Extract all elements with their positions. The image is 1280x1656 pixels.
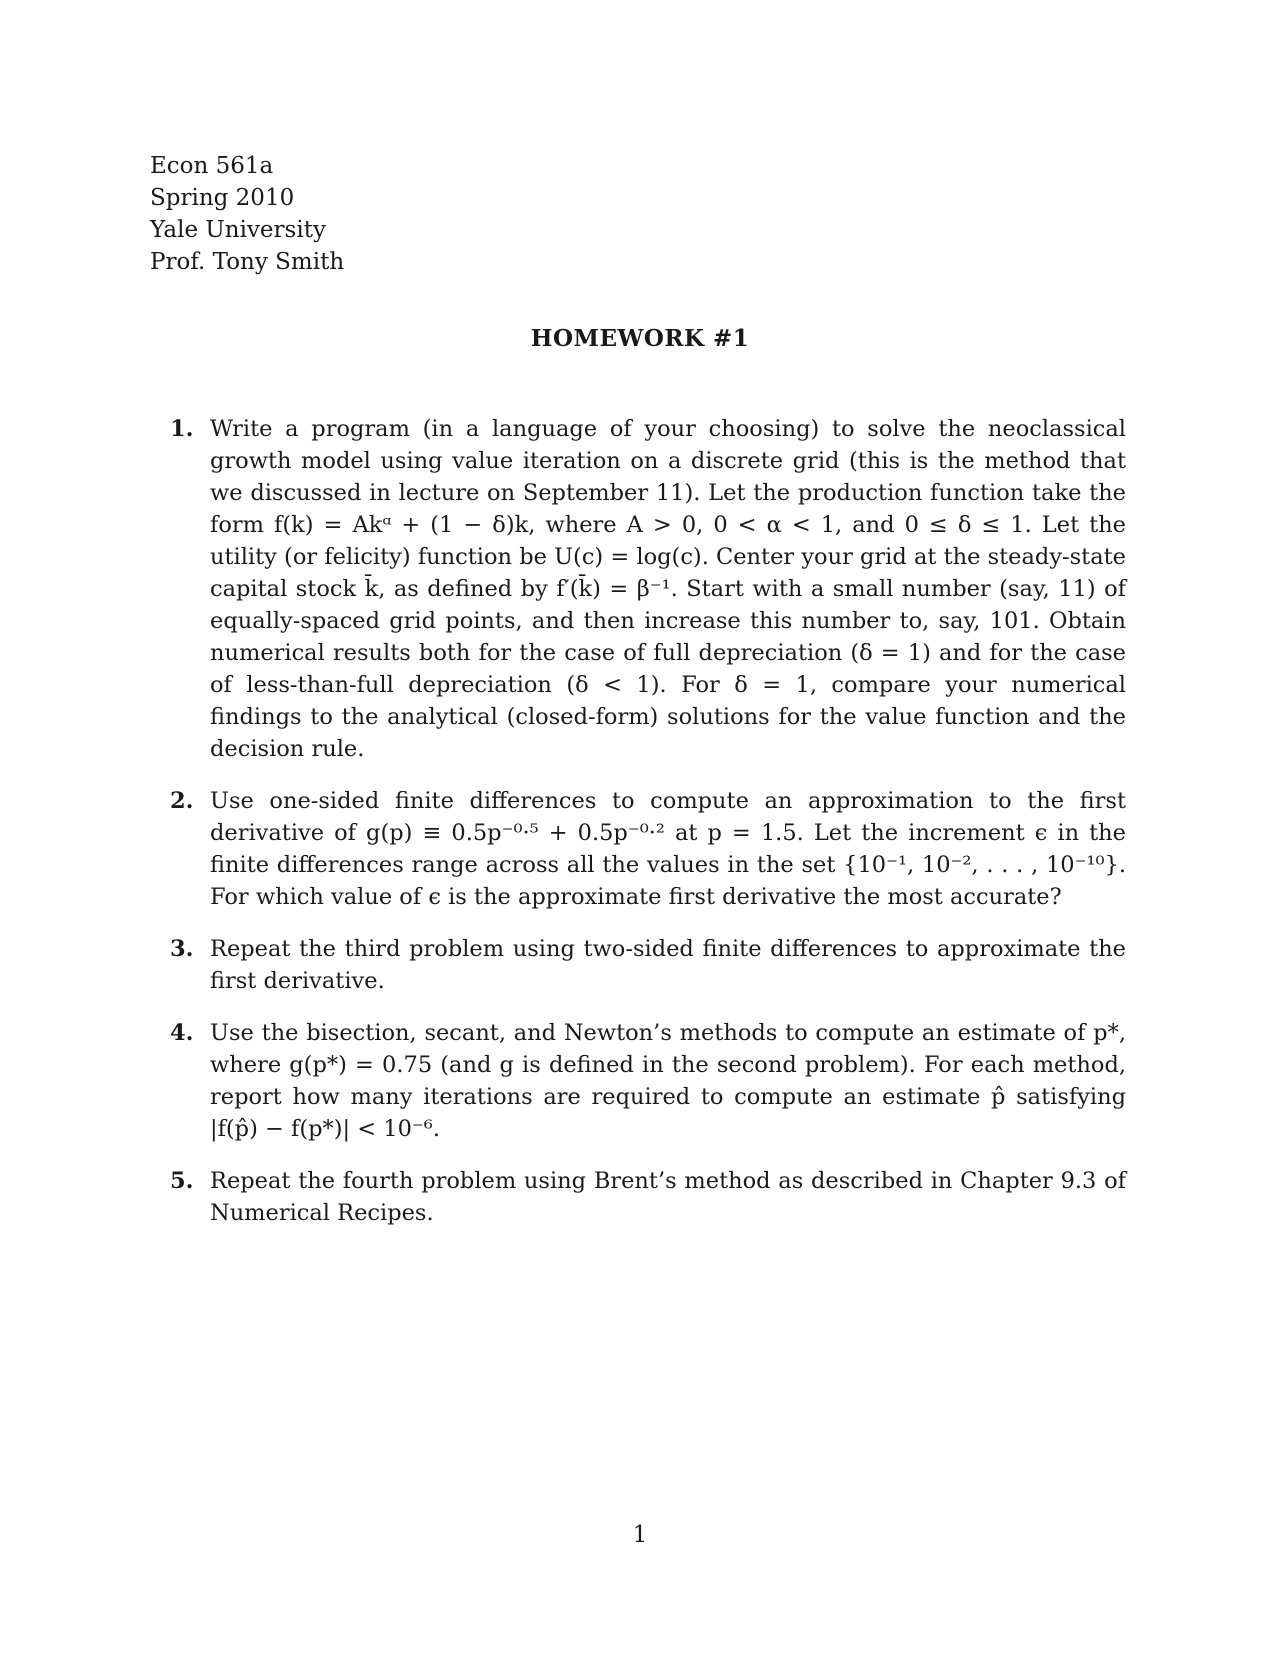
course-name: Econ 561a <box>150 153 274 179</box>
problem-text: Use one-sided finite differences to compute an approximation to the first derivative of g(p) ≡ 0.5p⁻⁰·⁵ + 0.5p⁻⁰·² at p = 1.5. Let the increment ϵ in the finite differences range across all the values in the set {10⁻¹, 10⁻², . . . , 10⁻¹⁰}. For which value of ϵ is the approximate first derivative the most accurate? <box>210 788 1126 910</box>
page-number: 1 <box>632 1522 648 1548</box>
problem-item <box>170 785 1126 913</box>
university-name: Yale University <box>150 217 326 243</box>
problem-text: Write a program (in a language of your choosing) to solve the neoclassical growth model using value iteration on a discrete grid (this is the method that we discussed in lecture on September 11). Let the production function take the form f(k) = Akᵅ + (1 − δ)k, where A > 0, 0 < α < 1, and 0 ≤ δ ≤ 1. Let the utility (or felicity) function be U(c) = log(c). Center your grid at the steady-state capital stock k̄, as defined by f′(k̄) = β⁻¹. Start with a small number (say, 11) of equally-spaced grid points, and then increase this number to, say, 101. Obtain numerical results both for the case of full depreciation (δ = 1) and for the case of less-than-full depreciation (δ < 1). For δ = 1, compare your numerical findings to the analytical (closed-form) solutions for the value function and the decision rule. <box>210 416 1126 762</box>
course-term: Spring 2010 <box>150 185 295 211</box>
problem-number: 2. <box>170 788 194 814</box>
problem-text: Repeat the third problem using two-sided finite differences to approximate the first derivative. <box>210 936 1126 994</box>
problem-list <box>170 413 1126 1249</box>
problem-item <box>170 1165 1126 1229</box>
problem-number: 4. <box>170 1020 194 1046</box>
problem-text: Use the bisection, secant, and Newton’s methods to compute an estimate of p*, where g(p*) = 0.75 (and g is defined in the second problem). For each method, report how many iterations are required to compute an estimate p̂ satisfying |f(p̂) − f(p*)| < 10⁻⁶. <box>210 1020 1126 1142</box>
course-header <box>150 150 344 278</box>
problem-number: 3. <box>170 936 194 962</box>
problem-item <box>170 413 1126 765</box>
page-title: HOMEWORK #1 <box>530 325 750 352</box>
problem-item <box>170 933 1126 997</box>
problem-number: 5. <box>170 1168 194 1194</box>
problem-number: 1. <box>170 416 194 442</box>
problem-text: Repeat the fourth problem using Brent’s method as described in Chapter 9.3 of Numerical Recipes. <box>210 1168 1126 1226</box>
professor-name: Prof. Tony Smith <box>150 249 345 275</box>
problem-item <box>170 1017 1126 1145</box>
